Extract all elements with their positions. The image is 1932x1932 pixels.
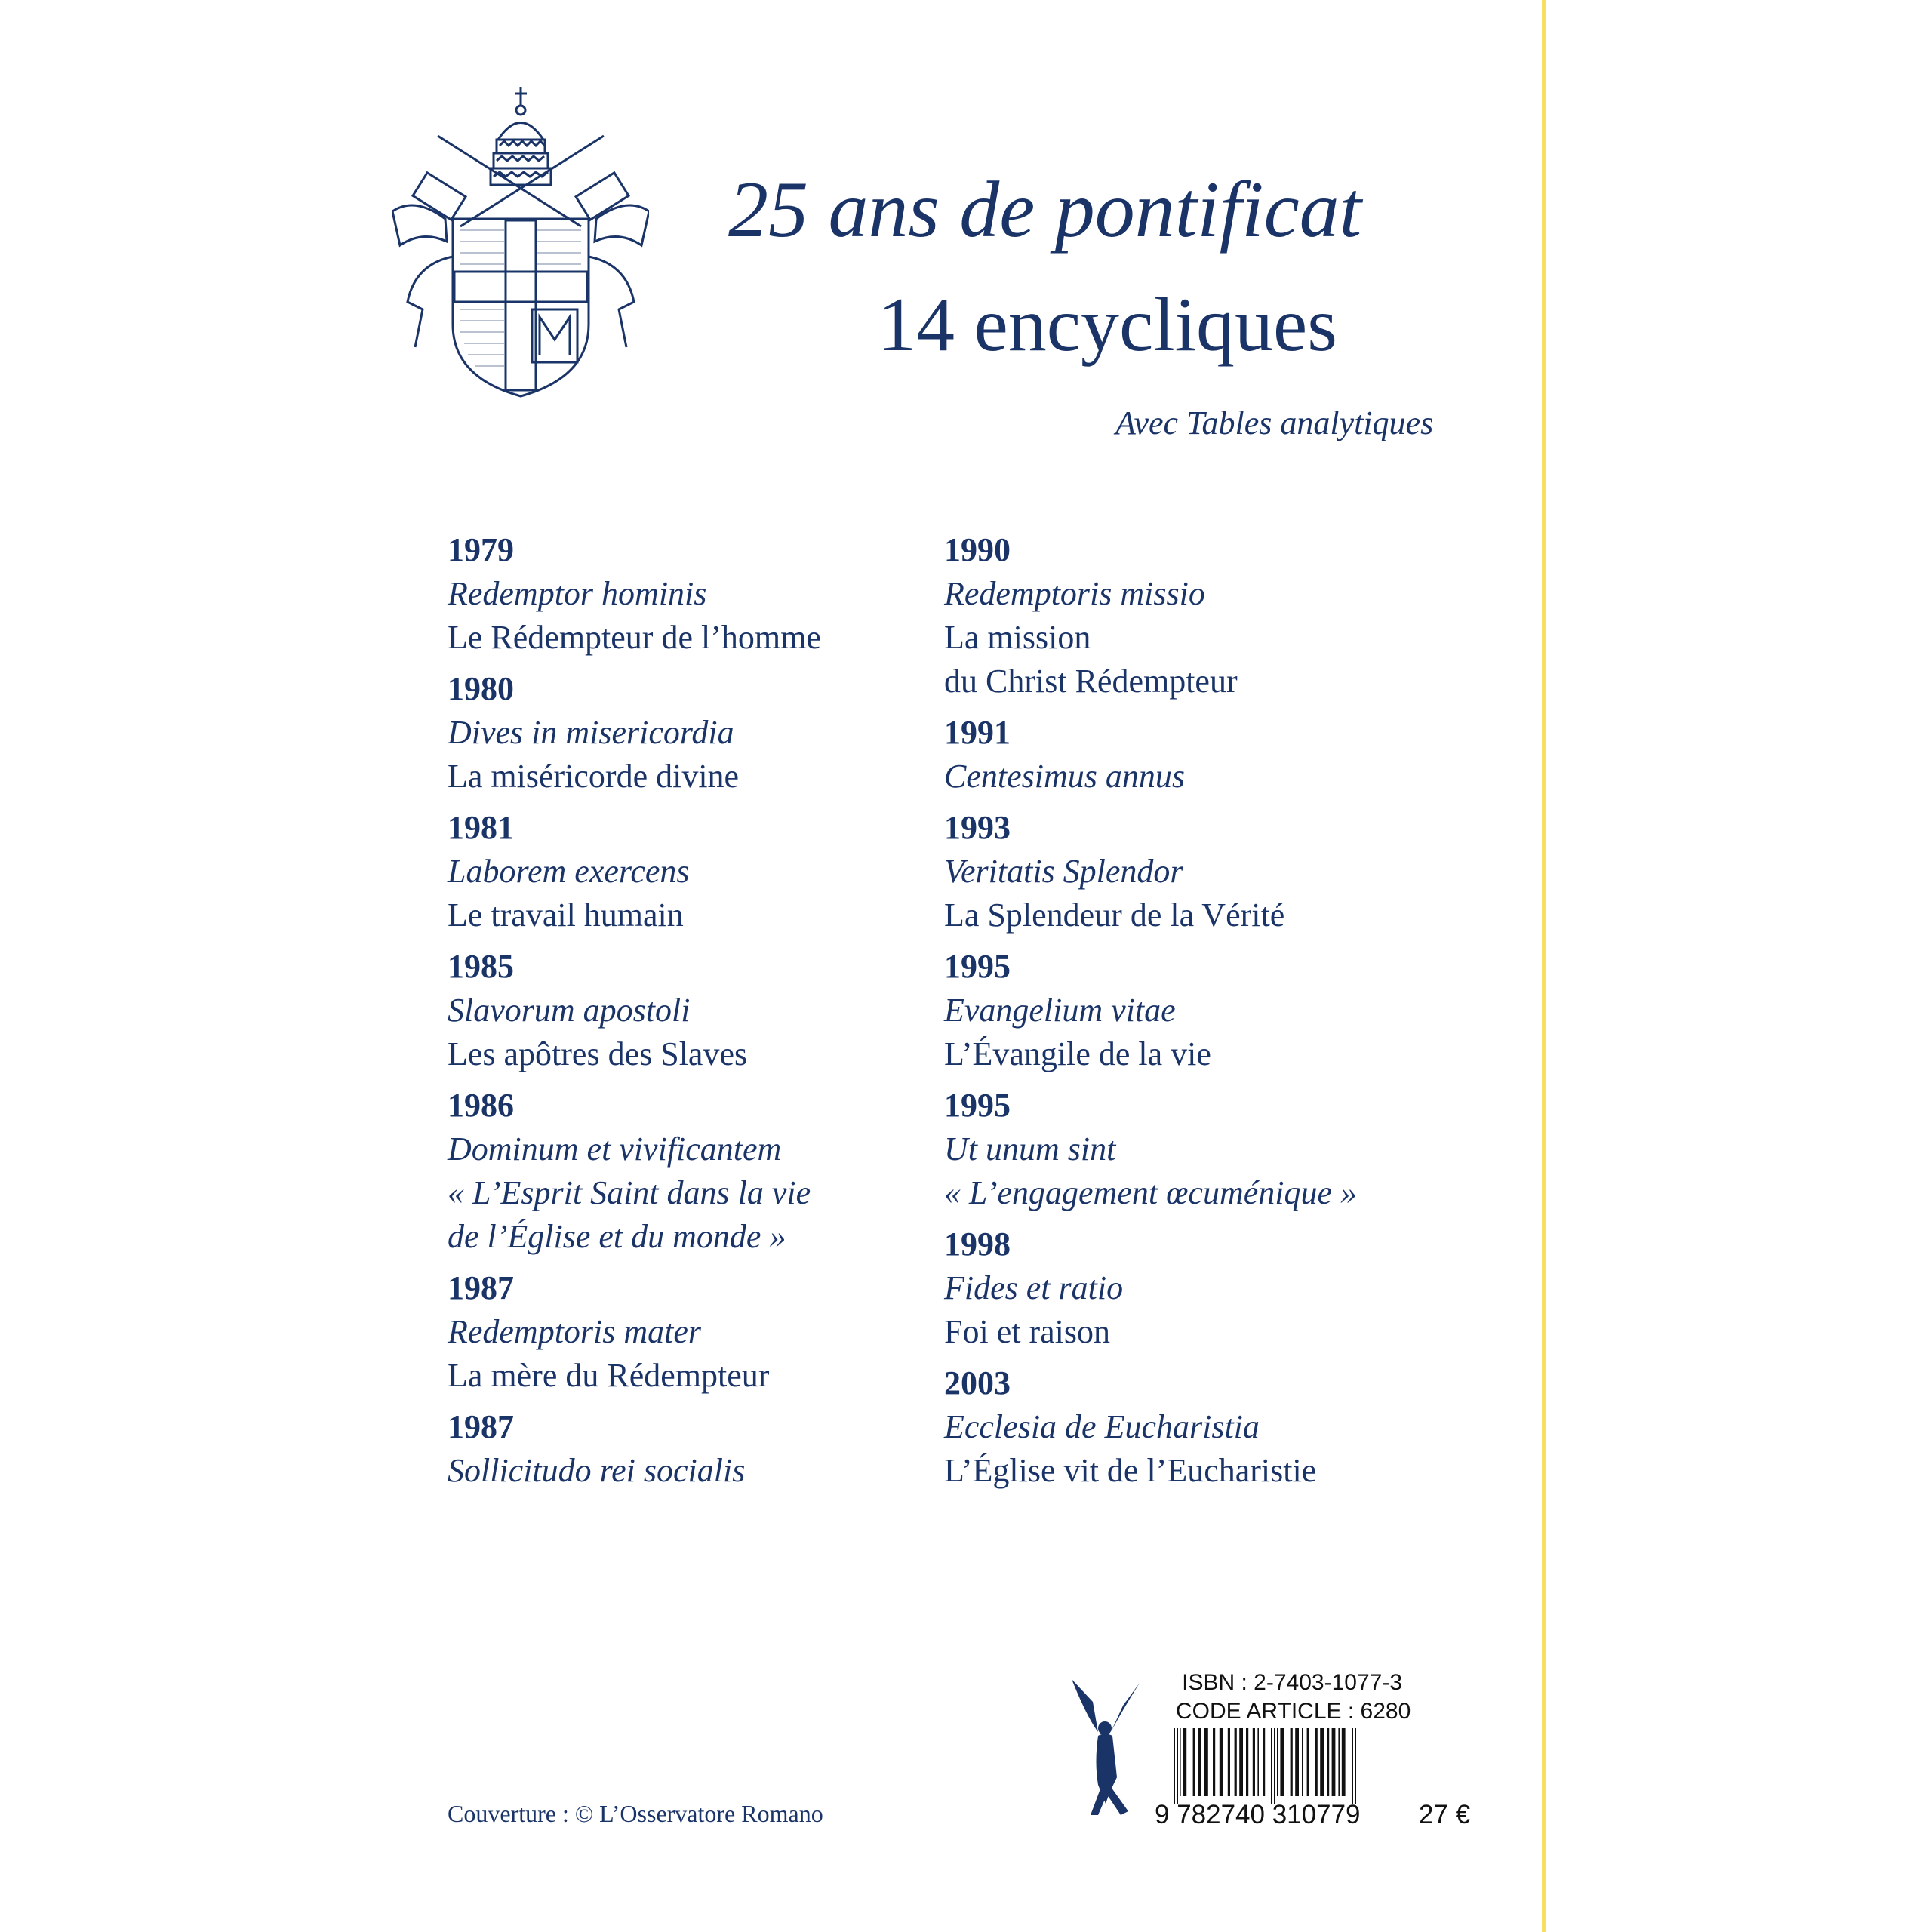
subtitle: Avec Tables analytiques bbox=[1115, 405, 1434, 441]
encyclical-latin-title: Laborem exercens bbox=[448, 853, 690, 890]
encyclical-year: 1990 bbox=[944, 531, 1011, 568]
encyclical-year: 1998 bbox=[944, 1226, 1011, 1263]
title-line-2: 14 encycliques bbox=[878, 282, 1337, 368]
barcode-bar bbox=[1302, 1728, 1303, 1796]
encyclical-latin-title: Evangelium vitae bbox=[944, 992, 1176, 1029]
encyclical-latin-subtitle: « L’engagement œcuménique » bbox=[944, 1174, 1358, 1211]
code-article-text: CODE ARTICLE : 6280 bbox=[1176, 1699, 1411, 1724]
barcode-bar bbox=[1174, 1728, 1175, 1804]
encyclical-entry bbox=[448, 806, 931, 937]
encyclical-latin-title: Ut unum sint bbox=[944, 1131, 1116, 1168]
barcode-bar bbox=[1277, 1728, 1278, 1796]
encyclical-latin-title: Redemptoris mater bbox=[448, 1313, 702, 1350]
barcode-bar bbox=[1193, 1728, 1195, 1796]
encyclical-latin-subtitle: « L’Esprit Saint dans la vie bbox=[448, 1174, 811, 1211]
barcode-bar bbox=[1315, 1728, 1318, 1796]
encyclical-latin-title: Centesimus annus bbox=[944, 758, 1185, 795]
encyclical-french-title: L’Évangile de la vie bbox=[944, 1035, 1211, 1072]
encyclical-entry bbox=[944, 1223, 1427, 1354]
encyclical-entry bbox=[944, 806, 1427, 937]
title-line-1: 25 ans de pontificat bbox=[728, 165, 1362, 254]
encyclical-year: 1985 bbox=[448, 948, 514, 985]
isbn-text: ISBN : 2-7403-1077-3 bbox=[1182, 1670, 1402, 1695]
barcode-bar bbox=[1235, 1728, 1237, 1796]
encyclicals-column-right bbox=[944, 528, 1427, 1500]
encyclical-latin-title: Redemptor hominis bbox=[448, 575, 707, 612]
encyclical-entry bbox=[448, 667, 931, 798]
barcode-bar bbox=[1355, 1728, 1356, 1804]
encyclical-year: 1991 bbox=[944, 714, 1011, 751]
encyclical-entry bbox=[448, 1084, 931, 1259]
barcode-bar bbox=[1228, 1728, 1230, 1796]
encyclical-french-title: La mère du Rédempteur bbox=[448, 1357, 770, 1394]
papal-coat-of-arms-icon bbox=[392, 83, 649, 400]
encyclical-french-title: du Christ Rédempteur bbox=[944, 663, 1238, 700]
isbn-block bbox=[1176, 1669, 1411, 1726]
encyclical-entry bbox=[944, 945, 1427, 1076]
encyclical-entry bbox=[448, 1266, 931, 1398]
price: 27 € bbox=[1419, 1800, 1471, 1829]
barcode-bar bbox=[1320, 1728, 1324, 1796]
encyclical-french-title: La Splendeur de la Vérité bbox=[944, 897, 1285, 934]
encyclicals-column-left bbox=[448, 528, 931, 1500]
encyclical-french-title: L’Église vit de l’Eucharistie bbox=[944, 1452, 1317, 1489]
barcode-bar bbox=[1342, 1728, 1346, 1796]
encyclical-year: 2003 bbox=[944, 1364, 1011, 1401]
encyclical-year: 1995 bbox=[944, 948, 1011, 985]
encyclical-latin-title: Dives in misericordia bbox=[448, 714, 734, 751]
encyclical-latin-title: Ecclesia de Eucharistia bbox=[944, 1408, 1260, 1445]
barcode-bar bbox=[1183, 1728, 1186, 1796]
encyclical-year: 1995 bbox=[944, 1087, 1011, 1124]
encyclical-year: 1993 bbox=[944, 809, 1011, 846]
barcode-bar bbox=[1327, 1728, 1329, 1796]
encyclical-year: 1981 bbox=[448, 809, 514, 846]
barcode-bar bbox=[1177, 1728, 1178, 1804]
encyclical-latin-title: Veritatis Splendor bbox=[944, 853, 1183, 890]
cover-credit: Couverture : © L’Osservatore Romano bbox=[448, 1800, 823, 1827]
barcode-bar bbox=[1257, 1728, 1259, 1796]
encyclical-latin-subtitle: de l’Église et du monde » bbox=[448, 1218, 786, 1255]
barcode-bar bbox=[1180, 1728, 1181, 1796]
encyclical-latin-title: Sollicitudo rei socialis bbox=[448, 1452, 746, 1489]
encyclical-latin-title: Slavorum apostoli bbox=[448, 992, 691, 1029]
barcode-bar bbox=[1253, 1728, 1255, 1796]
barcode-bar bbox=[1307, 1728, 1309, 1796]
barcode bbox=[1172, 1728, 1398, 1804]
encyclical-entry bbox=[944, 528, 1427, 703]
encyclical-year: 1987 bbox=[448, 1408, 514, 1445]
encyclical-french-title: Foi et raison bbox=[944, 1313, 1110, 1350]
barcode-bar bbox=[1274, 1728, 1275, 1804]
barcode-bar bbox=[1271, 1728, 1272, 1804]
encyclical-entry bbox=[448, 528, 931, 660]
barcode-number: 9 782740 310779 bbox=[1155, 1800, 1361, 1829]
encyclical-french-title: Les apôtres des Slaves bbox=[448, 1035, 748, 1072]
barcode-bar bbox=[1295, 1728, 1299, 1796]
angel-logo-icon bbox=[1057, 1672, 1155, 1823]
encyclical-year: 1979 bbox=[448, 531, 514, 568]
barcode-bar bbox=[1246, 1728, 1248, 1796]
encyclical-latin-title: Fides et ratio bbox=[944, 1269, 1124, 1306]
encyclical-latin-title: Dominum et vivificantem bbox=[448, 1131, 782, 1168]
encyclical-entry bbox=[944, 1084, 1427, 1215]
barcode-bar bbox=[1280, 1728, 1284, 1796]
encyclical-latin-title: Redemptoris missio bbox=[944, 575, 1205, 612]
barcode-bar bbox=[1263, 1728, 1265, 1796]
encyclical-year: 1980 bbox=[448, 670, 514, 707]
encyclical-entry bbox=[448, 1405, 931, 1493]
barcode-bar bbox=[1198, 1728, 1201, 1796]
barcode-bar bbox=[1352, 1728, 1353, 1804]
spine-line bbox=[1542, 0, 1546, 1932]
encyclical-entry bbox=[944, 711, 1427, 798]
encyclical-year: 1986 bbox=[448, 1087, 514, 1124]
encyclical-french-title: La miséricorde divine bbox=[448, 758, 740, 795]
barcode-bar bbox=[1204, 1728, 1208, 1796]
encyclical-year: 1987 bbox=[448, 1269, 514, 1306]
encyclical-entry bbox=[944, 1361, 1427, 1493]
barcode-bar bbox=[1332, 1728, 1336, 1796]
encyclical-entry bbox=[448, 945, 931, 1076]
encyclical-french-title: Le Rédempteur de l’homme bbox=[448, 619, 821, 656]
barcode-bar bbox=[1213, 1728, 1215, 1796]
barcode-bar bbox=[1239, 1728, 1243, 1796]
barcode-bar bbox=[1291, 1728, 1293, 1796]
barcode-bar bbox=[1338, 1728, 1340, 1796]
encyclical-french-title: Le travail humain bbox=[448, 897, 684, 934]
barcode-bar bbox=[1220, 1728, 1223, 1796]
encyclical-french-title: La mission bbox=[944, 619, 1091, 656]
